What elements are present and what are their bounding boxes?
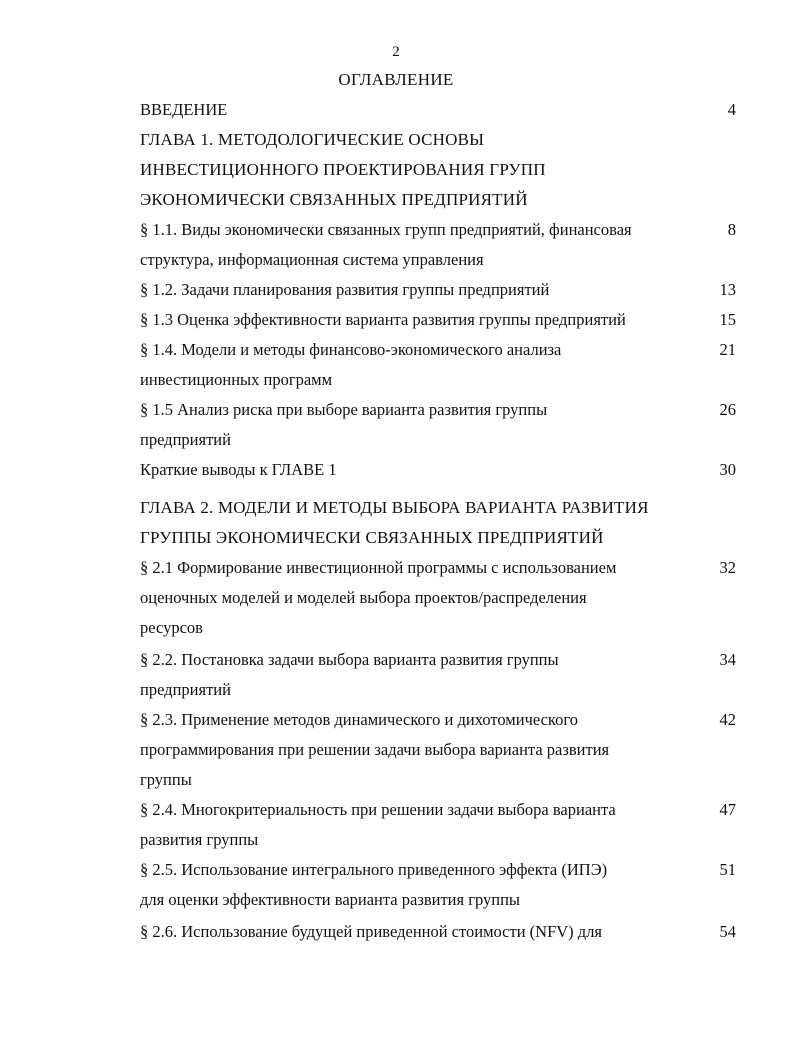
toc-entry [140,395,736,455]
toc-entry [140,917,736,947]
toc-entry [140,305,736,335]
toc-entry [140,275,736,305]
toc-entry-line: оценочных моделей и моделей выбора проектов/распределения [140,588,587,607]
toc-page-number: 13 [719,280,736,299]
toc-entry-text [140,917,688,947]
toc-page-number: 21 [719,340,736,359]
toc-page-number: 30 [719,460,736,479]
toc-entry-line: ГЛАВА 1. МЕТОДОЛОГИЧЕСКИЕ ОСНОВЫ [140,130,485,149]
toc-entry-line: программирования при решении задачи выбора варианта развития [140,740,610,759]
toc-entry-line: Краткие выводы к ГЛАВЕ 1 [140,460,337,479]
toc-entry-text [140,855,688,915]
toc-entry-text [140,95,688,125]
toc-page-number: 42 [719,710,736,729]
toc-entry-text [140,305,688,335]
toc-page-number: 34 [719,650,736,669]
toc-entry-line: предприятий [140,680,231,699]
toc-entry [140,553,736,643]
toc-entry-line: ИНВЕСТИЦИОННОГО ПРОЕКТИРОВАНИЯ ГРУПП [140,160,546,179]
toc-page-number: 51 [719,860,736,879]
toc-entry-text [140,125,688,215]
toc-entry-line: предприятий [140,430,231,449]
toc-entry-line: § 2.4. Многокритериальность при решении задачи выбора варианта [140,800,616,819]
toc-entry-line: § 1.1. Виды экономически связанных групп предприятий, финансовая [140,220,632,239]
toc-entry-text [140,493,688,553]
toc-entry-line: § 2.1 Формирование инвестиционной программы с использованием [140,558,617,577]
toc-entry-line: инвестиционных программ [140,370,333,389]
toc-entry-text [140,455,688,485]
toc-entry-text [140,553,688,643]
toc-entry [140,705,736,795]
toc-entry-text [140,275,688,305]
toc-entry [140,855,736,915]
toc-entry-line: ресурсов [140,618,203,637]
toc-entry [140,455,736,485]
toc-entry-text [140,335,688,395]
toc-page-number: 32 [719,558,736,577]
toc-entry [140,95,736,125]
toc-entry-line: § 1.2. Задачи планирования развития группы предприятий [140,280,550,299]
toc-entry-line: § 2.3. Применение методов динамического и дихотомического [140,710,578,729]
toc-entry-text [140,705,688,795]
toc-entry-line: развития группы [140,830,259,849]
toc-entry-line: § 2.2. Постановка задачи выбора варианта развития группы [140,650,559,669]
toc-entry-line: ГЛАВА 2. МОДЕЛИ И МЕТОДЫ ВЫБОРА ВАРИАНТА РАЗВИТИЯ [140,498,649,517]
toc-page-number: 47 [719,800,736,819]
page-number: 2 [392,44,400,60]
toc-entry [140,645,736,705]
toc-title: ОГЛАВЛЕНИЕ [338,70,454,89]
toc-entry-text [140,395,688,455]
toc-chapter-entry [140,125,736,215]
toc-page-number: 4 [727,100,736,119]
toc-page-number: 54 [719,922,736,941]
toc-entry-line: ГРУППЫ ЭКОНОМИЧЕСКИ СВЯЗАННЫХ ПРЕДПРИЯТИЙ [140,528,604,547]
toc-page-number: 8 [727,220,736,239]
toc-entry-line: для оценки эффективности варианта развития группы [140,890,521,909]
toc-entry [140,335,736,395]
toc-entry-line: § 1.5 Анализ риска при выборе варианта развития группы [140,400,548,419]
toc-chapter-entry [140,493,736,553]
toc-entry [140,795,736,855]
toc-entry-line: группы [140,770,192,789]
toc-entry-line: ЭКОНОМИЧЕСКИ СВЯЗАННЫХ ПРЕДПРИЯТИЙ [140,190,528,209]
toc-entry-line: ВВЕДЕНИЕ [140,100,228,119]
toc-page-number: 15 [719,310,736,329]
toc-entry-line: структура, информационная система управления [140,250,484,269]
toc-entry-text [140,795,688,855]
toc-entry-text [140,645,688,705]
toc-entry-line: § 2.6. Использование будущей приведенной стоимости (NFV) для [140,922,603,941]
toc-entry-line: § 1.3 Оценка эффективности варианта развития группы предприятий [140,310,626,329]
toc-entry-line: § 2.5. Использование интегрального приведенного эффекта (ИПЭ) [140,860,608,879]
toc-entry-line: § 1.4. Модели и методы финансово-экономического анализа [140,340,562,359]
toc-entry-text [140,215,688,275]
toc-entry [140,215,736,275]
toc-page-number: 26 [719,400,736,419]
